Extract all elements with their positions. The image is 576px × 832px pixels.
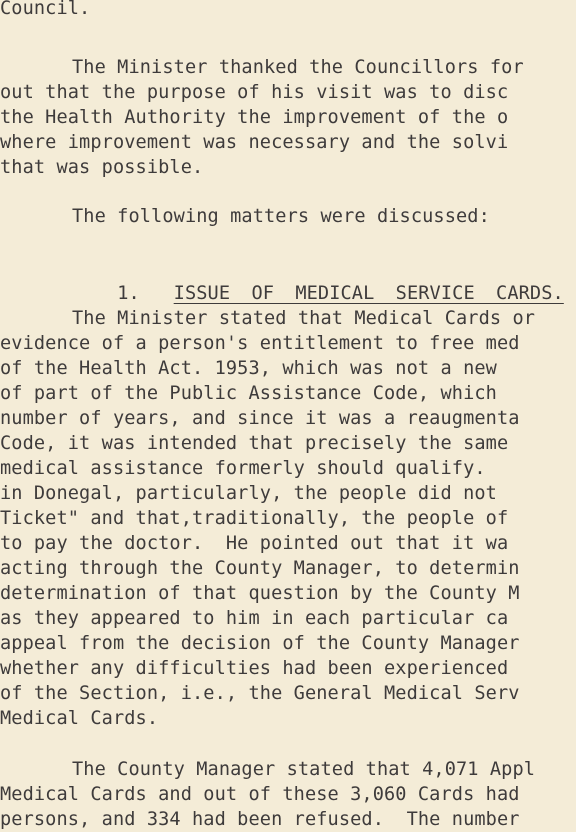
paragraph-1-line-3: the Health Authority the improvement of the o [0,107,509,128]
paragraph-3-line-9: Ticket" and that,traditionally, the people of [0,508,509,529]
top-edge-fragment [420,0,576,1]
section-title: ISSUE OF MEDICAL SERVICE CARDS. [173,283,564,304]
top-fragment: Council. [0,0,91,19]
paragraph-3-line-3: of the Health Act. 1953, which was not a new [0,358,497,379]
paragraph-1-line-2: out that the purpose of his visit was to disc [0,82,509,103]
paragraph-3-line-17: Medical Cards. [0,708,159,729]
paragraph-3-line-10: to pay the doctor. He pointed out that it wa [0,533,509,554]
paragraph-3-line-15: whether any difficulties had been experienced [0,658,509,679]
paragraph-4-line-2: Medical Cards and out of these 3,060 Cards had [0,784,520,805]
paragraph-3-line-5: number of years, and since it was a reaugmenta [0,408,520,429]
paragraph-3-line-13: as they appeared to him in each particular ca [0,608,509,629]
section-number: 1. [117,283,140,304]
paragraph-2: The following matters were discussed: [72,206,490,227]
paragraph-1-line-5: that was possible. [0,157,204,178]
paragraph-4-line-3: persons, and 334 had been refused. The number [0,809,520,830]
paragraph-1-line-4: where improvement was necessary and the solvi [0,132,509,153]
paragraph-3-line-8: in Donegal, particularly, the people did not [0,483,497,504]
paragraph-3-line-1: The Minister stated that Medical Cards or [72,308,536,329]
paragraph-3-line-6: Code, it was intended that precisely the same [0,433,509,454]
paragraph-3-line-11: acting through the County Manager, to determin [0,558,520,579]
paragraph-3-line-4: of part of the Public Assistance Code, which [0,383,497,404]
paragraph-3-line-16: of the Section, i.e., the General Medical Serv [0,683,520,704]
paragraph-3-line-7: medical assistance formerly should qualify. [0,458,486,479]
paragraph-3-line-14: appeal from the decision of the County Manager [0,633,520,654]
paragraph-3-line-12: determination of that question by the County M [0,583,520,604]
paragraph-1-line-1: The Minister thanked the Councillors for [72,57,524,78]
paragraph-3-line-2: evidence of a person's entitlement to free med [0,333,520,354]
paragraph-4-line-1: The County Manager stated that 4,071 Appl [72,759,536,780]
